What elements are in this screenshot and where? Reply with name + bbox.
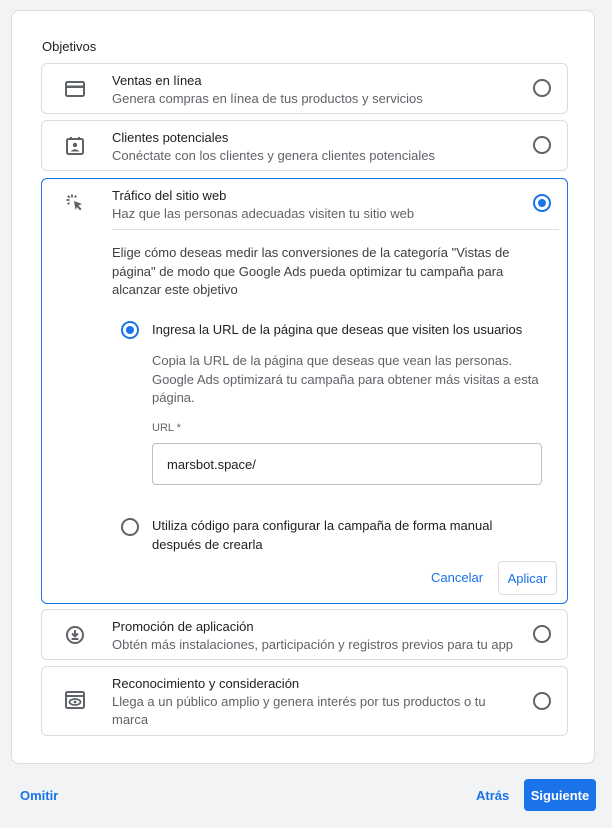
next-button[interactable]: Siguiente: [524, 779, 596, 811]
option-title: Promoción de aplicación: [112, 619, 254, 634]
section-title: Objetivos: [42, 39, 97, 54]
option-awareness[interactable]: [41, 666, 568, 736]
choice-url-label: Ingresa la URL de la página que deseas que visiten los usuarios: [152, 322, 523, 337]
radio-manual-code[interactable]: [121, 518, 139, 536]
cancel-button[interactable]: Cancelar: [431, 570, 484, 585]
option-title: Tráfico del sitio web: [112, 188, 227, 203]
cursor-click-icon: [64, 192, 86, 214]
radio-enter-url[interactable]: [121, 321, 139, 339]
skip-button[interactable]: Omitir: [20, 788, 59, 803]
option-title: Reconocimiento y consideración: [112, 676, 300, 691]
option-title: Ventas en línea: [112, 73, 202, 88]
back-button[interactable]: Atrás: [476, 788, 510, 803]
option-website-traffic[interactable]: [41, 178, 568, 604]
radio-app-promotion[interactable]: [533, 625, 551, 643]
eye-window-icon: [64, 689, 86, 711]
traffic-intro-text: Elige cómo deseas medir las conversiones de la categoría "Vistas de página" de modo que Google Ads pueda optimizar tu campaña para alcanzar este objetivo: [112, 245, 510, 297]
apply-button[interactable]: Aplicar: [498, 561, 557, 595]
choice-manual-label: Utiliza código para configurar la campaña de forma manual después de crearla: [152, 518, 493, 552]
radio-online-sales[interactable]: [533, 79, 551, 97]
radio-leads[interactable]: [533, 136, 551, 154]
option-online-sales[interactable]: [41, 63, 568, 114]
radio-awareness[interactable]: [533, 692, 551, 710]
option-description: Llega a un público amplio y genera interés por tus productos o tu marca: [112, 694, 486, 727]
option-description: Haz que las personas adecuadas visiten tu sitio web: [112, 206, 415, 221]
url-input[interactable]: [152, 443, 542, 485]
credit-card-icon: [64, 78, 86, 100]
option-leads[interactable]: [41, 120, 568, 171]
contact-badge-icon: [64, 135, 86, 157]
option-app-promotion[interactable]: [41, 609, 568, 660]
radio-website-traffic[interactable]: [533, 194, 551, 212]
option-title: Clientes potenciales: [112, 130, 229, 145]
option-description: Obtén más instalaciones, participación y registros previos para tu app: [112, 637, 514, 652]
option-description: Conéctate con los clientes y genera clientes potenciales: [112, 148, 436, 163]
url-field-label: URL *: [152, 422, 181, 434]
app-download-icon: [64, 624, 86, 646]
divider: [112, 229, 559, 230]
choice-url-help: Copia la URL de la página que deseas que vean las personas. Google Ads optimizará tu campaña para obtener más visitas a esta página.: [152, 353, 539, 405]
option-description: Genera compras en línea de tus productos y servicios: [112, 91, 423, 106]
objectives-card: [11, 10, 595, 764]
